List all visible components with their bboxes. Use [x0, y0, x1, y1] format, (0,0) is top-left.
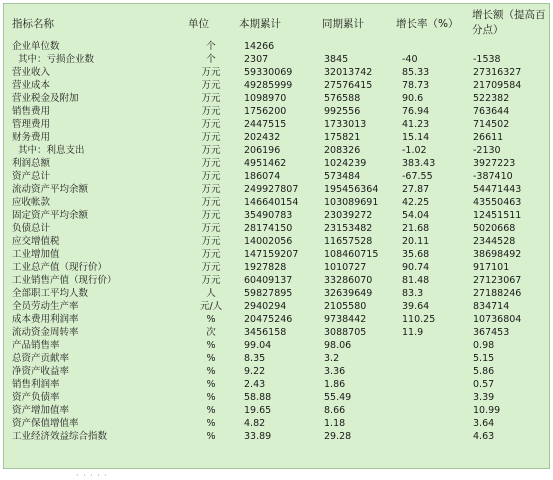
row-current: 9.22 [244, 366, 266, 377]
table-row [4, 118, 549, 131]
table-row [4, 79, 549, 92]
row-name: 应交增值税 [12, 236, 60, 247]
row-current: 14266 [244, 41, 275, 52]
row-increase: 917101 [473, 262, 510, 273]
row-increase: 10736804 [473, 314, 522, 325]
row-unit: 万元 [201, 132, 221, 143]
row-growth-rate: 54.04 [402, 210, 430, 221]
row-increase: 0.57 [473, 379, 495, 390]
row-same-period: 573484 [324, 171, 361, 182]
row-increase: 54471443 [473, 184, 522, 195]
row-current: 2447515 [244, 119, 287, 130]
row-increase: 3.39 [473, 392, 495, 403]
row-name: 流动资产平均余额 [12, 184, 89, 195]
row-name: 工业经济效益综合指数 [12, 431, 108, 442]
row-growth-rate: 383.43 [402, 158, 436, 169]
row-same-period: 1733013 [324, 119, 367, 130]
row-increase: 27316327 [473, 67, 522, 78]
row-name: 营业成本 [12, 80, 51, 91]
row-growth-rate: 11.9 [402, 327, 424, 338]
row-growth-rate: 83.3 [402, 288, 424, 299]
row-growth-rate: 15.14 [402, 132, 430, 143]
row-current: 249927807 [244, 184, 299, 195]
table-row [4, 131, 549, 144]
row-current: 4.82 [244, 418, 266, 429]
row-growth-rate: -1.02 [402, 145, 427, 156]
row-name: 企业单位数 [12, 41, 60, 52]
table-row [4, 157, 549, 170]
row-name: 全部职工平均人数 [12, 288, 89, 299]
row-increase: 3927223 [473, 158, 516, 169]
row-name: 资产总计 [12, 171, 51, 182]
row-same-period: 1010727 [324, 262, 367, 273]
row-same-period: 195456364 [324, 184, 379, 195]
row-current: 20475246 [244, 314, 293, 325]
row-same-period: 23039272 [324, 210, 373, 221]
row-growth-rate: 20.11 [402, 236, 430, 247]
row-current: 2307 [244, 54, 269, 65]
row-name: 资产保值增值率 [12, 418, 79, 429]
row-same-period: 576588 [324, 93, 361, 104]
table-row [4, 144, 549, 157]
row-unit: 次 [206, 327, 216, 338]
row-unit: % [206, 431, 216, 442]
table-row [4, 365, 549, 378]
row-unit: 万元 [201, 67, 221, 78]
row-unit: % [206, 405, 216, 416]
row-increase: 3.64 [473, 418, 495, 429]
row-same-period: 23153482 [324, 223, 373, 234]
row-unit: 万元 [201, 119, 221, 130]
row-increase: -387410 [473, 171, 513, 182]
row-increase: 0.98 [473, 340, 495, 351]
row-increase: 2344528 [473, 236, 516, 247]
row-current: 8.35 [244, 353, 266, 364]
row-unit: 万元 [201, 93, 221, 104]
row-increase: 4.63 [473, 431, 495, 442]
table-row [4, 40, 549, 53]
row-name: 固定资产平均余额 [12, 210, 89, 221]
row-increase: 26611 [473, 132, 504, 143]
header-current: 本期累计 [239, 18, 281, 30]
row-increase: 5.15 [473, 353, 495, 364]
row-name: 全员劳动生产率 [12, 301, 79, 312]
row-growth-rate: 110.25 [402, 314, 436, 325]
row-same-period: 33286070 [324, 275, 373, 286]
row-current: 60409137 [244, 275, 293, 286]
row-growth-rate: 21.68 [402, 223, 430, 234]
row-current: 59827895 [244, 288, 293, 299]
row-name: 管理费用 [12, 119, 51, 130]
row-current: 4951462 [244, 158, 287, 169]
row-unit: 个 [206, 41, 216, 52]
table-row [4, 430, 549, 443]
row-unit: % [206, 379, 216, 390]
row-unit: 万元 [201, 210, 221, 221]
header-same-period: 同期累计 [322, 18, 364, 30]
row-unit: 万元 [201, 249, 221, 260]
row-name: 成本费用利润率 [12, 314, 79, 325]
row-name: 总资产贡献率 [12, 353, 70, 364]
row-same-period: 29.28 [324, 431, 352, 442]
row-current: 19.65 [244, 405, 272, 416]
row-unit: 万元 [201, 223, 221, 234]
row-growth-rate: 78.73 [402, 80, 430, 91]
row-current: 186074 [244, 171, 281, 182]
table-row [4, 248, 549, 261]
table-row [4, 404, 549, 417]
row-unit: % [206, 353, 216, 364]
row-name: 产品销售率 [12, 340, 60, 351]
row-increase: -2130 [473, 145, 501, 156]
row-growth-rate: 35.68 [402, 249, 430, 260]
row-increase: 834714 [473, 301, 510, 312]
table-row [4, 313, 549, 326]
row-same-period: 9738442 [324, 314, 367, 325]
row-name: 工业增加值 [12, 249, 60, 260]
row-increase: 522382 [473, 93, 510, 104]
row-unit: 万元 [201, 106, 221, 117]
row-current: 28174150 [244, 223, 293, 234]
row-current: 59330069 [244, 67, 293, 78]
table-row [4, 209, 549, 222]
row-unit: 万元 [201, 171, 221, 182]
row-increase: 714502 [473, 119, 510, 130]
table-header [4, 4, 549, 38]
row-unit: 万元 [201, 236, 221, 247]
row-same-period: 32639649 [324, 288, 373, 299]
row-unit: % [206, 392, 216, 403]
row-name: 销售利润率 [12, 379, 60, 390]
row-same-period: 1.86 [324, 379, 346, 390]
row-same-period: 98.06 [324, 340, 352, 351]
row-name: 流动资金周转率 [12, 327, 79, 338]
row-name: 营业收入 [12, 67, 51, 78]
row-unit: 个 [206, 54, 216, 65]
row-same-period: 103089691 [324, 197, 379, 208]
row-increase: 21709584 [473, 80, 522, 91]
row-current: 33.89 [244, 431, 272, 442]
row-unit: 万元 [201, 158, 221, 169]
row-increase: 367453 [473, 327, 510, 338]
row-increase: 38698492 [473, 249, 522, 260]
row-same-period: 3.36 [324, 366, 346, 377]
row-same-period: 3088705 [324, 327, 367, 338]
row-name: 利润总额 [12, 158, 51, 169]
table-row [4, 352, 549, 365]
row-name: 其中：利息支出 [18, 145, 85, 156]
row-unit: 万元 [201, 80, 221, 91]
row-growth-rate: 39.64 [402, 301, 430, 312]
row-increase: 43550463 [473, 197, 522, 208]
header-name: 指标名称 [12, 18, 54, 30]
row-growth-rate: 90.6 [402, 93, 424, 104]
row-unit: 人 [206, 288, 216, 299]
row-same-period: 108460715 [324, 249, 379, 260]
row-current: 14002056 [244, 236, 293, 247]
cropped-text-fragment: · · · · · [76, 471, 108, 480]
row-unit: 万元 [201, 145, 221, 156]
table-row [4, 326, 549, 339]
row-unit: % [206, 340, 216, 351]
statistics-table [3, 3, 550, 469]
row-current: 202432 [244, 132, 281, 143]
header-increase: 增长额（提高百分点） [472, 9, 546, 36]
table-row [4, 183, 549, 196]
table-row [4, 235, 549, 248]
row-same-period: 175821 [324, 132, 361, 143]
row-increase: 5020668 [473, 223, 516, 234]
row-increase: 12451511 [473, 210, 522, 221]
row-current: 147159207 [244, 249, 299, 260]
row-current: 35490783 [244, 210, 293, 221]
row-same-period: 32013742 [324, 67, 373, 78]
row-increase: 27123067 [473, 275, 522, 286]
table-row [4, 92, 549, 105]
row-name: 工业总产值（现行价） [12, 262, 108, 273]
table-row [4, 417, 549, 430]
row-current: 99.04 [244, 340, 272, 351]
row-current: 58.88 [244, 392, 272, 403]
row-current: 49285999 [244, 80, 293, 91]
row-growth-rate: 76.94 [402, 106, 430, 117]
table-row [4, 274, 549, 287]
row-growth-rate: 41.23 [402, 119, 430, 130]
row-same-period: 2105580 [324, 301, 367, 312]
row-name: 应收帐款 [12, 197, 51, 208]
row-current: 1098970 [244, 93, 287, 104]
table-row [4, 196, 549, 209]
row-current: 2940294 [244, 301, 287, 312]
row-unit: 万元 [201, 262, 221, 273]
row-unit: 万元 [201, 197, 221, 208]
row-unit: 万元 [201, 275, 221, 286]
row-same-period: 3.2 [324, 353, 340, 364]
row-current: 3456158 [244, 327, 287, 338]
row-increase: -1538 [473, 54, 501, 65]
row-same-period: 3845 [324, 54, 349, 65]
row-same-period: 1024239 [324, 158, 367, 169]
row-current: 2.43 [244, 379, 266, 390]
row-unit: % [206, 314, 216, 325]
table-row [4, 378, 549, 391]
table-row [4, 53, 549, 66]
table-body [4, 40, 549, 443]
row-name: 营业税金及附加 [12, 93, 79, 104]
table-row [4, 300, 549, 313]
row-same-period: 27576415 [324, 80, 373, 91]
row-increase: 10.99 [473, 405, 501, 416]
table-row [4, 261, 549, 274]
table-row [4, 170, 549, 183]
row-current: 146640154 [244, 197, 299, 208]
row-growth-rate: 81.48 [402, 275, 430, 286]
table-row [4, 287, 549, 300]
row-increase: 27188246 [473, 288, 522, 299]
table-row [4, 339, 549, 352]
table-row [4, 66, 549, 79]
row-current: 1927828 [244, 262, 287, 273]
table-row [4, 105, 549, 118]
row-growth-rate: 90.74 [402, 262, 430, 273]
row-growth-rate: 42.25 [402, 197, 430, 208]
row-same-period: 1.18 [324, 418, 346, 429]
row-same-period: 8.66 [324, 405, 346, 416]
header-unit: 单位 [188, 18, 209, 30]
table-row [4, 222, 549, 235]
row-name: 负债总计 [12, 223, 51, 234]
header-growth-rate: 增长率（%） [396, 18, 459, 30]
row-current: 1756200 [244, 106, 287, 117]
row-unit: % [206, 366, 216, 377]
row-growth-rate: -40 [402, 54, 418, 65]
row-name: 净资产收益率 [12, 366, 70, 377]
row-name: 工业销售产值（现行价） [12, 275, 117, 286]
row-name: 财务费用 [12, 132, 51, 143]
row-same-period: 208326 [324, 145, 361, 156]
row-name: 资产增加值率 [12, 405, 70, 416]
row-same-period: 992556 [324, 106, 361, 117]
row-unit: % [206, 418, 216, 429]
row-growth-rate: 85.33 [402, 67, 430, 78]
table-row [4, 391, 549, 404]
row-growth-rate: 27.87 [402, 184, 430, 195]
row-current: 206196 [244, 145, 281, 156]
row-name: 资产负债率 [12, 392, 60, 403]
row-name: 其中：亏损企业数 [18, 54, 95, 65]
row-growth-rate: -67.55 [402, 171, 433, 182]
row-unit: 万元 [201, 184, 221, 195]
row-same-period: 55.49 [324, 392, 352, 403]
row-same-period: 11657528 [324, 236, 373, 247]
row-increase: 763644 [473, 106, 510, 117]
row-name: 销售费用 [12, 106, 51, 117]
row-increase: 5.86 [473, 366, 495, 377]
row-unit: 元/人 [200, 301, 223, 312]
